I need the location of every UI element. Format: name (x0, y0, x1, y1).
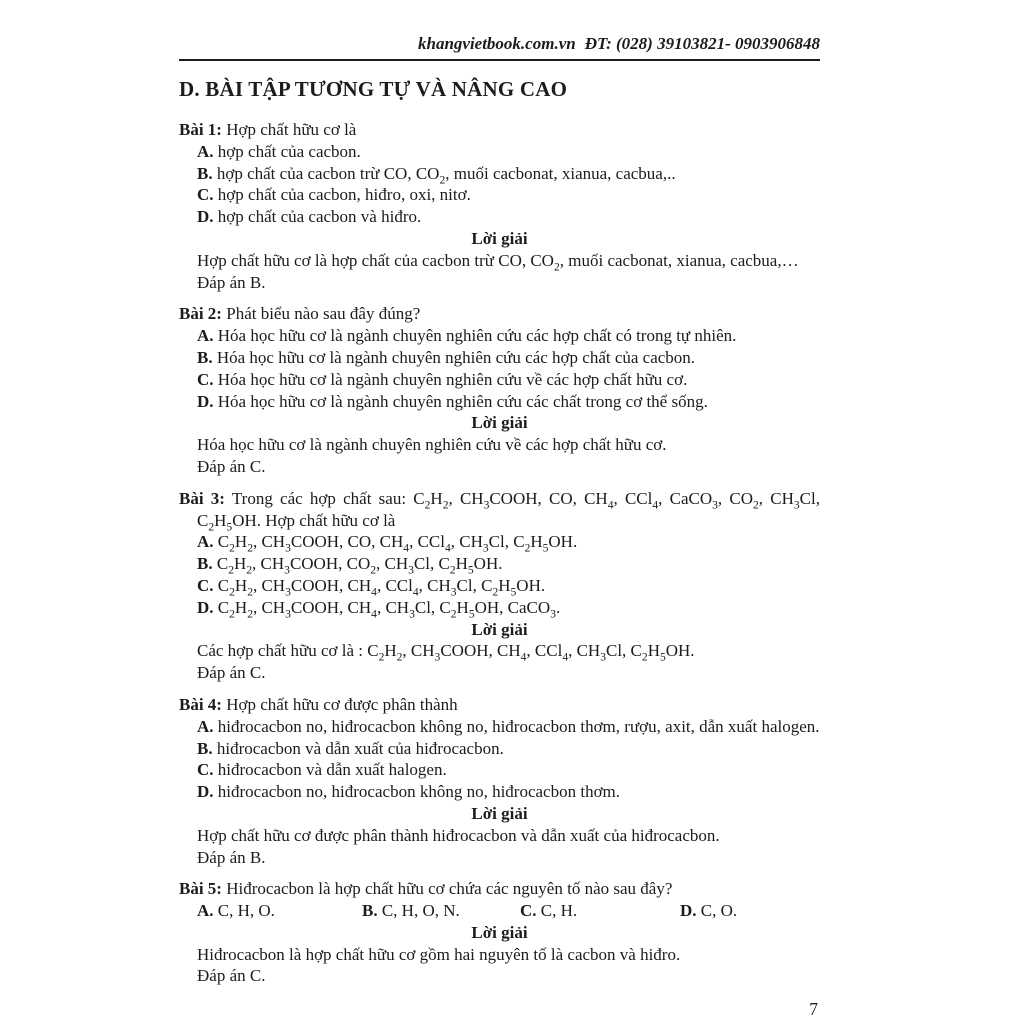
option (179, 759, 820, 781)
problem-label: Bài 3: (179, 488, 225, 508)
option-label: B. (362, 901, 378, 921)
option (179, 163, 820, 185)
option-label: C. (197, 760, 214, 780)
subscript: 3 (285, 585, 291, 599)
question-text: Phát biểu nào sau đây đúng? (221, 304, 421, 324)
subscript: 3 (450, 585, 457, 599)
section-title: D. BÀI TẬP TƯƠNG TỰ VÀ NÂNG CAO (179, 77, 568, 101)
subscript: 5 (510, 585, 517, 599)
subscript: 5 (659, 650, 666, 664)
problem-1 (179, 119, 820, 293)
option-label: A. (197, 532, 214, 552)
subscript: 2 (247, 541, 253, 555)
option-text: Hóa học hữu cơ là ngành chuyên nghiên cứu về các hợp chất hữu cơ. (213, 369, 688, 389)
solution-text: Hợp chất hữu cơ là hợp chất của cacbon trừ CO, $CO_2$, muối cacbonat, xianua, cacbua,… (197, 250, 799, 274)
subscript: 2 (641, 650, 648, 664)
option-label: D. (197, 597, 214, 617)
question-line (179, 119, 820, 141)
solution-text: Hiđrocacbon là hợp chất hữu cơ gồm hai nguyên tố là cacbon và hiđro. (197, 944, 681, 964)
question-text: Hiđrocacbon là hợp chất hữu cơ chứa các nguyên tố nào sau đây? (221, 879, 673, 899)
question-line (179, 878, 820, 900)
option-text: $C_2H_2$, $CH_3COOH$, $CO_2$, $CH_3Cl$, $C_2H_5OH$. (212, 554, 503, 577)
option (179, 391, 820, 413)
subscript: 5 (468, 607, 475, 621)
option-label: C. (520, 901, 537, 921)
solution-heading: Lời giải (471, 619, 528, 639)
option-label: A. (197, 326, 214, 346)
subscript: 2 (228, 563, 234, 577)
subscript: 3 (550, 607, 556, 621)
page-number: 7 (809, 999, 818, 1019)
question-line (179, 303, 820, 325)
subscript: 2 (208, 519, 215, 533)
problem-3 (179, 488, 820, 684)
options-row (179, 900, 820, 922)
option-text: C, H, O. (213, 901, 275, 921)
question-text: Trong các hợp chất sau: $C_2H_2$, $CH_3COOH$, CO, $CH_4$, CCl$_4$, CaCO$_3$, $CO_2$, $CH_3Cl$, (224, 488, 820, 512)
problem-label: Bài 4: (179, 694, 222, 714)
question-line (179, 488, 820, 510)
solution-heading: Lời giải (471, 803, 528, 823)
option-text: Hóa học hữu cơ là ngành chuyên nghiên cứu các chất trong cơ thể sống. (213, 391, 708, 411)
subscript: 2 (229, 585, 235, 599)
phone-number: ĐT: (028) 39103821- 0903906848 (584, 34, 820, 53)
option-label: C. (197, 369, 214, 389)
subscript: 2 (450, 607, 457, 621)
option-text: hiđrocacbon và dẫn xuất halogen. (213, 760, 447, 780)
subscript: 3 (409, 607, 415, 621)
answer-text: Đáp án C. (197, 456, 266, 476)
problem-label: Bài 5: (179, 879, 222, 899)
option (179, 531, 820, 553)
option-text: C, O. (696, 901, 738, 921)
header-rule (179, 59, 820, 61)
option-label: D. (680, 901, 697, 921)
subscript: 2 (370, 563, 377, 577)
solution-text: Hợp chất hữu cơ được phân thành hiđrocacbon và dẫn xuất của hiđrocacbon. (197, 825, 720, 845)
subscript: 3 (284, 563, 290, 577)
subscript: 2 (424, 498, 431, 512)
option (179, 184, 820, 206)
option-text: hợp chất của cacbon và hiđro. (213, 207, 422, 227)
option (179, 206, 820, 228)
option-label: D. (197, 207, 214, 227)
problem-4 (179, 694, 820, 868)
subscript: 2 (247, 585, 253, 599)
answer-text: Đáp án C. (197, 663, 266, 683)
option-text: $C_2H_2$, $CH_3COOH$, CO, $CH_4$, CCl$_4$, $CH_3Cl$, $C_2H_5OH$. (213, 532, 578, 555)
subscript: 3 (483, 498, 490, 512)
problems (179, 119, 820, 987)
option (179, 325, 820, 347)
text-block (179, 0, 820, 987)
option (520, 900, 680, 922)
subscript: 5 (467, 563, 474, 577)
page-header (179, 34, 820, 54)
option-text: Hóa học hữu cơ là ngành chuyên nghiên cứu các hợp chất của cacbon. (212, 347, 696, 367)
problem-label: Bài 1: (179, 120, 222, 139)
subscript: 4 (371, 585, 377, 599)
option-text: Hóa học hữu cơ là ngành chuyên nghiên cứu các hợp chất có trong tự nhiên. (213, 326, 737, 346)
subscript: 3 (434, 650, 441, 664)
solution-heading: Lời giải (471, 228, 528, 248)
answer-text: Đáp án B. (197, 847, 266, 867)
subscript: 2 (246, 563, 253, 577)
option (179, 347, 820, 369)
option (179, 738, 820, 760)
subscript: 2 (396, 650, 403, 664)
solution-heading: Lời giải (471, 413, 528, 433)
option (179, 141, 820, 163)
option-label: C. (197, 575, 214, 595)
solution-heading: Lời giải (471, 922, 528, 942)
subscript: 2 (553, 260, 560, 274)
option-label: C. (197, 185, 214, 205)
option-text: C, H. (536, 901, 578, 921)
option-label: D. (197, 391, 214, 411)
option (179, 553, 820, 575)
subscript: 5 (226, 519, 233, 533)
solution-text: Hóa học hữu cơ là ngành chuyên nghiên cứu về các hợp chất hữu cơ. (197, 435, 667, 455)
subscript: 4 (607, 498, 614, 512)
subscript: 2 (449, 563, 456, 577)
option-text: hiđrocacbon và dẫn xuất của hiđrocacbon. (212, 738, 504, 758)
subscript: 2 (442, 498, 449, 512)
subscript: 3 (712, 498, 718, 512)
option (179, 781, 820, 803)
option-text: $C_2H_2$, $CH_3COOH$, $CH_4$, $CH_3Cl$, $C_2H_5OH$, CaCO$_3$. (213, 597, 561, 621)
option-label: D. (197, 782, 214, 802)
subscript: 3 (285, 541, 291, 555)
option (179, 597, 820, 619)
option (680, 900, 737, 922)
subscript: 2 (492, 585, 499, 599)
option (362, 900, 520, 922)
website-url: khangvietbook.com.vn (417, 34, 576, 53)
option-label: B. (197, 738, 213, 758)
subscript: 4 (562, 650, 569, 664)
subscript: 4 (403, 541, 410, 555)
subscript: 4 (444, 541, 451, 555)
option-text: hiđrocacbon no, hiđrocacbon không no, hiđrocacbon thơm. (213, 782, 621, 802)
option-text: $C_2H_2$, $CH_3COOH$, $CH_4$, CCl$_4$, $CH_3Cl$, $C_2H_5OH$. (213, 575, 546, 599)
subscript: 3 (408, 563, 414, 577)
answer-text: Đáp án C. (197, 966, 266, 986)
option (197, 900, 362, 922)
option-label: A. (197, 716, 214, 736)
subscript: 3 (793, 498, 800, 512)
option-text: hợp chất của cacbon trừ CO, $CO_2$, muối cacbonat, xianua, cacbua,.. (212, 163, 676, 186)
subscript: 2 (439, 172, 446, 186)
problem-label: Bài 2: (179, 304, 222, 324)
subscript: 4 (520, 650, 527, 664)
question-text: Hợp chất hữu cơ là (221, 120, 357, 139)
question-continuation: $C_2H_5OH$. Hợp chất hữu cơ là (197, 510, 396, 533)
option-text: hiđrocacbon no, hiđrocacbon không no, hiđrocacbon thơm, rượu, axit, dẫn xuất halogen. (213, 716, 820, 736)
option-text: C, H, O, N. (377, 901, 460, 921)
option (179, 575, 820, 597)
subscript: 5 (542, 541, 549, 555)
subscript: 2 (229, 541, 235, 555)
subscript: 2 (524, 541, 531, 555)
option-label: B. (197, 163, 213, 183)
option-text: hợp chất của cacbon, hiđro, oxi, nitơ. (213, 185, 471, 205)
subscript: 3 (600, 650, 606, 664)
problem-5 (179, 878, 820, 987)
subscript: 3 (285, 607, 291, 621)
option (179, 716, 820, 738)
option-label: B. (197, 554, 213, 574)
subscript: 2 (378, 650, 385, 664)
option (179, 369, 820, 391)
question-line (179, 694, 820, 716)
subscript: 2 (229, 607, 235, 621)
option-label: B. (197, 347, 213, 367)
option-label: A. (197, 141, 214, 161)
answer-text: Đáp án B. (197, 272, 266, 292)
option-label: A. (197, 901, 214, 921)
subscript: 4 (412, 585, 419, 599)
subscript: 4 (371, 607, 377, 621)
problem-2 (179, 303, 820, 477)
option-text: hợp chất của cacbon. (213, 141, 361, 161)
solution-text: Các hợp chất hữu cơ là : $C_2H_2$, $CH_3COOH$, $CH_4$, CCl$_4$, $CH_3Cl$, $C_2H_5OH$. (197, 641, 695, 664)
subscript: 2 (247, 607, 253, 621)
subscript: 4 (652, 498, 659, 512)
subscript: 2 (753, 498, 759, 512)
question-text: Hợp chất hữu cơ được phân thành (221, 694, 458, 714)
subscript: 3 (482, 541, 489, 555)
